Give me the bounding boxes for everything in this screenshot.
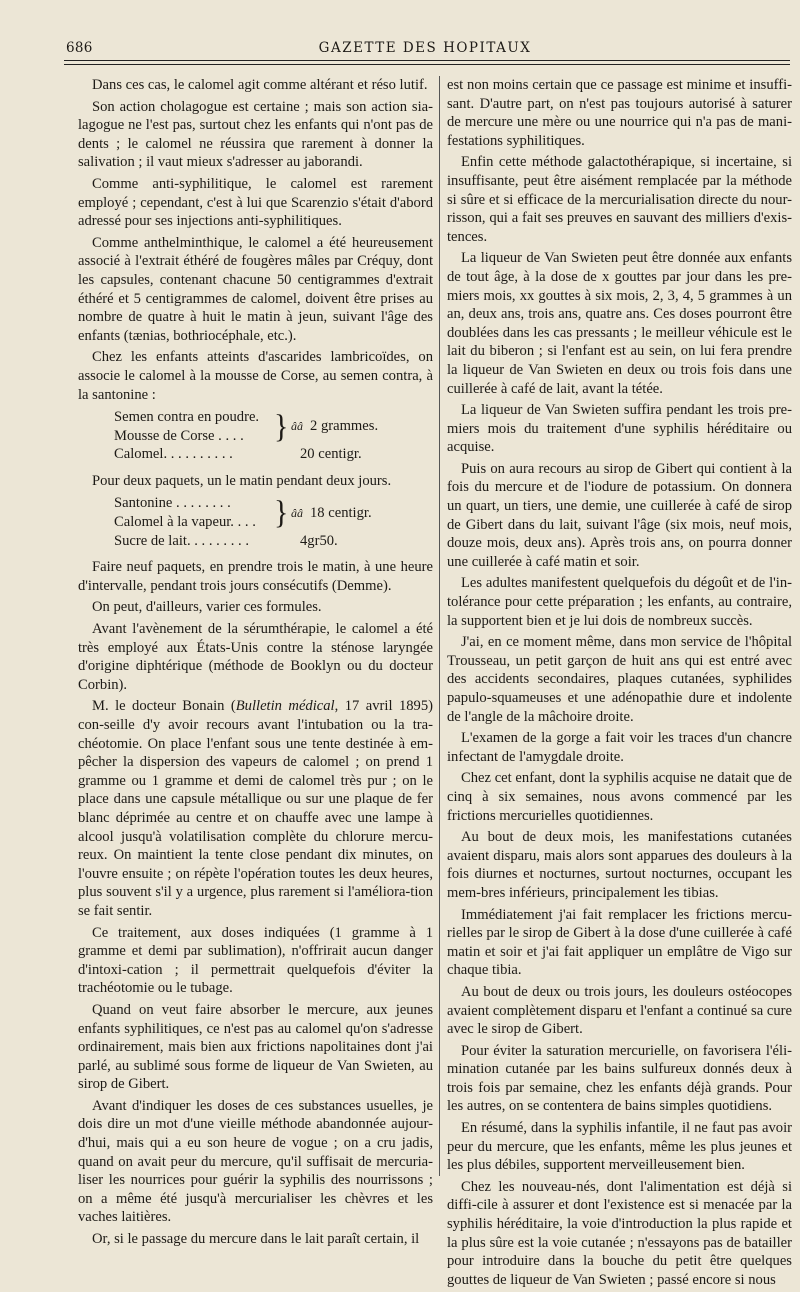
paragraph: Quand on veut faire absorber le mercure, aux jeunes enfants syphilitiques, ce n'est pas au calomel qu'on s'adresse ordinairement, mais bien aux frictions napolitaines dont j'ai parlé, au sublimé sous forme de liqueur de Van Swieten, au sirop de Gibert.: [78, 1001, 433, 1093]
header-rule-double: [64, 64, 790, 65]
paragraph: Pour éviter la saturation mercurielle, on favorisera l'éli-mination cutanée par les bains sulfureux donnés deux à trois fois par semaine, chez les enfants déjà grands. Pour les autres, on se contentera de bains simples quotidiens.: [447, 1042, 792, 1115]
paragraph: Chez les nouveau-nés, dont l'alimentation est déjà si diffi-cile à assurer et dont l'existence est si menacée par la syphilis héréditaire, la voie d'introduction la plus rapide et la plus sûre est la voie cutanée ; n'essayons pas de batailler pour introduire dans la bouche du petit être quelques gouttes de liqueur de Van Swieten ; passé encore si nous: [447, 1178, 792, 1288]
brace-symbol: }: [274, 407, 289, 445]
brace-symbol: }: [274, 494, 289, 531]
paragraph: Chez les enfants atteints d'ascarides lambricoïdes, on associe le calomel à la mousse de Corse, au semen contra, à la santonine :: [78, 349, 433, 403]
paragraph: Comme anti-syphilitique, le calomel est rarement employé ; cependant, c'est à lui que Scarenzio s'était d'abord adressé pour ses injections anti-syphilitiques.: [78, 175, 433, 230]
paragraph: Or, si le passage du mercure dans le lait paraît certain, il: [92, 1231, 420, 1248]
paragraph: Comme anthelminthique, le calomel a été heureusement associé à l'extrait éthéré de fougères mâles par Créquy, dont les capsules, contenant chacune 50 centigrammes d'extrait éthéré et 5 centigrammes de calomel, doivent être prises au nombre de quatre à huit le matin à jeun, suivant l'âge des enfants (tænias, bothriocéphale, etc.).: [78, 234, 433, 344]
paragraph: Avant l'avènement de la sérumthérapie, le calomel a été très employé aux États-Unis contre la sténose laryngée d'origine diphtérique (méthode de Booklyn ou du docteur Corbin).: [78, 621, 433, 693]
paragraph: La liqueur de Van Swieten peut être donnée aux enfants de tout âge, à la dose de x gouttes par jour dans les pre-miers mois, xx gouttes à six mois, 2, 3, 4, 5 grammes à un an, deux ans, trois ans, quatre ans. Ces doses pourront être doublées dans les cas pressants ; le meilleur véhicule est le lait du biberon ; si l'enfant est au sein, on lui fera prendre la liqueur de Van Swieten en deux ou trois fois dans une cuillerée à café de lait, avant la tétée.: [447, 250, 792, 397]
paragraph: Au bout de deux ou trois jours, les douleurs ostéocopes avaient complètement disparu et l'enfant a continué sa cure avec le sirop de Gibert.: [447, 983, 792, 1038]
prescription-formula: [114, 494, 414, 550]
paragraph: Au bout de deux mois, les manifestations cutanées avaient disparu, mais alors sont apparues des douleurs à la fois diurnes et nocturnes, surtout nocturnes, occupant les mem-bres inférieurs, principalement les tibias.: [447, 829, 792, 901]
paragraph: [78, 697, 433, 920]
formula-ingredient: Calomel à la vapeur. . . .: [114, 514, 256, 531]
formula-ingredient: Mousse de Corse . . . .: [114, 427, 244, 444]
left-column: [78, 76, 433, 1252]
paragraph: L'examen de la gorge a fait voir les traces d'un chancre infectant de l'amygdale droite.: [447, 730, 792, 765]
formula-quantity: 2 grammes.: [310, 418, 379, 435]
header-rule: [64, 60, 790, 61]
formula-ingredient: Santonine . . . . . . . .: [114, 495, 231, 512]
paragraph: Ce traitement, aux doses indiquées (1 gramme à 1 gramme et demi par sublimation), n'offrirait aucun danger d'intoxi-cation ; il permettrait quelquefois d'éviter la trachéotomie ou le tubage.: [78, 924, 433, 997]
formula-instruction: Pour deux paquets, un le matin pendant deux jours.: [92, 472, 392, 489]
journal-title: GAZETTE DES HOPITAUX: [318, 40, 532, 56]
paragraph: Immédiatement j'ai fait remplacer les frictions mercu-rielles par le sirop de Gibert à la dose d'une cuillerée à café matin et soir et j'ai fait appliquer un emplâtre de Vigo sur chaque tibia.: [447, 906, 792, 979]
paragraph-text: , 17 avril 1895) con-seille d'y avoir recours avant l'intubation ou la tra-chéotomie. On place l'enfant sous une tente destinée à em-pêcher la dispersion des vapeurs de calomel ; on prend 1 gramme ou 1 gramme et demi de calomel très pur ; on le place dans une capsule métallique ou sur une plaque de fer blanc déprimée au centre et on chauffe avec une lampe à alcool jusqu'à volatilisation complète du chlorure mercu-reux. On maintient la tente close pendant dix minutes, on l'ouvre ensuite ; on répète l'opération toutes les deux heures, plus souvent s'il y a urgence, plus rarement si l'améliora-tion se fait sentir.: [78, 698, 433, 919]
paragraph: La liqueur de Van Swieten suffira pendant les trois pre-miers mois du traitement d'une syphilis héréditaire ou acquise.: [447, 402, 792, 456]
column-separator: [439, 76, 440, 1176]
paragraph: Son action cholagogue est certaine ; mais son action sia-lagogue ne l'est pas, surtout chez les enfants qui n'ont pas de dents ; le calomel ne réussira que rarement à donner la salivation ; il vaut mieux s'adresser au jaborandi.: [78, 98, 433, 171]
paragraph: est non moins certain que ce passage est minime et insuffi-sant. D'autre part, on n'est pas toujours autorisé à saturer de mercure une mère ou une nourrice qui n'a pas de mani-festations syphilitiques.: [447, 77, 792, 149]
right-column: [447, 76, 792, 1292]
formula-quantity: 18 centigr.: [310, 504, 372, 521]
page-header: [62, 36, 788, 58]
paragraph: En résumé, dans la syphilis infantile, il ne faut pas avoir peur du mercure, que les enfants, même les plus jeunes et les plus débiles, supportent merveilleusement bien.: [447, 1120, 792, 1174]
prescription-formula: [114, 408, 414, 464]
paragraph: Chez cet enfant, dont la syphilis acquise ne datait que de cinq à six semaines, nous avons commencé par les frictions mercurielles quotidiennes.: [447, 770, 792, 824]
paragraph: On peut, d'ailleurs, varier ces formules.: [92, 599, 322, 616]
paragraph: Enfin cette méthode galactothérapique, si incertaine, si insuffisante, peut être aisément remplacée par la méthode si sûre et si efficace de la mercurialisation directe du nour-risson, qui a fait ses preuves en sauvant des milliers d'exis-tences.: [447, 154, 792, 245]
page-number: 686: [66, 40, 93, 56]
citation-title: Bulletin médical: [235, 698, 335, 715]
formula-quantity: 4gr50.: [300, 532, 338, 549]
formula-aa: ââ: [291, 505, 303, 520]
formula-quantity: 20 centigr.: [300, 446, 362, 463]
formula-ingredient: Semen contra en poudre.: [114, 409, 260, 426]
paragraph: J'ai, en ce moment même, dans mon service de l'hôpital Trousseau, un petit garçon de huit ans qui est entré avec des accidents secondaires, plaques cutanées, syphilides papulo-squameuses et une adénopathie dure et indolente de l'angle de la mâchoire droite.: [447, 634, 792, 725]
paragraph: Faire neuf paquets, en prendre trois le matin, à une heure d'intervalle, pendant trois jours consécutifs (Demme).: [78, 559, 433, 594]
formula-ingredient: Calomel. . . . . . . . . .: [114, 446, 233, 463]
paragraph-text: M. le docteur Bonain (: [92, 698, 236, 715]
formula-ingredient: Sucre de lait. . . . . . . . .: [114, 532, 249, 549]
paragraph: Avant d'indiquer les doses de ces substances usuelles, je dois dire un mot d'une vieille méthode abandonnée aujour-d'hui, mais qui a eu son heure de vogue ; on a cru jadis, quand on avait peur du mercure, qu'il suffisait de mercuria-liser les nourrices pour guérir la syphilis des nourrissons ; on a même été jusqu'à mercurialiser les chèvres et les vaches laitières.: [78, 1097, 433, 1226]
paragraph: Puis on aura recours au sirop de Gibert qui contient à la fois du mercure et de l'iodure de potassium. On donnera un quart, un tiers, une demie, une cuillerée à café de sirop de Gibert dans du lait, suivant l'âge (six mois, neuf mois, douze mois, deux ans). Après trois ans, on pourra donner une cuillerée à café matin et soir.: [447, 460, 792, 570]
paragraph: Dans ces cas, le calomel agit comme altérant et réso lutif.: [92, 77, 428, 93]
formula-aa: ââ: [291, 419, 303, 434]
paragraph: Les adultes manifestent quelquefois du dégoût et de l'in-tolérance pour cette préparation ; les enfants, au contraire, la supportent bien et je lui dois de nombreux succès.: [447, 575, 792, 629]
